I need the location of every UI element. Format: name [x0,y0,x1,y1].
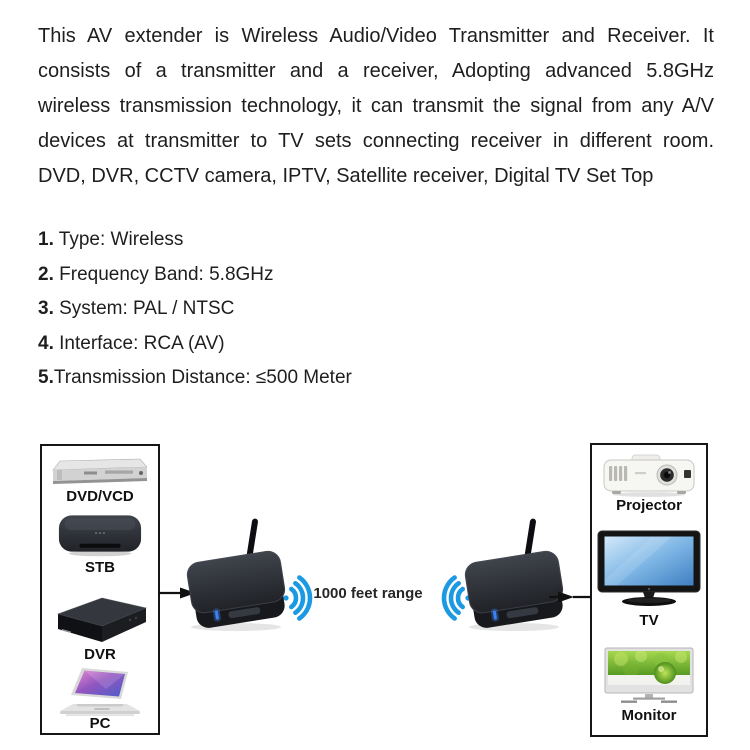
spec-item [38,258,352,293]
spec-text: Frequency Band: 5.8GHz [53,263,274,285]
transmitter-icon [182,514,294,634]
monitor-icon [603,647,695,705]
spec-item [38,327,352,362]
range-label: 1000 feet range [313,585,423,602]
stb-icon [56,511,144,557]
intro-line: devices at transmitter to TV sets connecting receiver in different room. [38,130,714,152]
spec-number: 1. [38,229,54,250]
device-label-dvr: DVR [84,646,116,663]
arrow-receiver-to-display-icon [549,588,594,606]
intro-line: wireless transmission technology, it can transmit the signal from any A/V [38,95,714,117]
intro-paragraph [38,19,714,194]
intro-line: This AV extender is Wireless Audio/Video Transmitter and Receiver. It [38,25,714,47]
output-devices-box [590,443,708,737]
spec-text: Interface: RCA (AV) [53,332,225,354]
spec-list [38,223,352,396]
device-label-dvd-vcd: DVD/VCD [66,488,134,505]
device-label-monitor: Monitor [621,707,677,724]
device-label-pc: PC [89,715,111,732]
device-label-stb: STB [85,559,115,576]
spec-item [38,361,352,396]
laptop-icon [58,667,142,717]
spec-text: Transmission Distance: ≤500 Meter [53,367,352,388]
spec-item [38,223,352,258]
dvd-player-icon [50,458,150,486]
spec-text: Type: Wireless [53,229,184,250]
spec-number: 2. [38,263,54,285]
spec-text: System: PAL / NTSC [53,298,235,319]
spec-number: 4. [38,332,54,354]
tv-icon [597,530,701,608]
intro-line: consists of a transmitter and a receiver, Adopting advanced 5.8GHz [38,60,714,82]
intro-line: DVD, DVR, CCTV camera, IPTV, Satellite receiver, Digital TV Set Top [38,165,654,187]
dvr-icon [50,588,150,644]
spec-number: 5. [38,367,54,388]
receiver-icon [460,514,572,634]
source-devices-box [40,444,160,735]
device-label-tv: TV [639,612,659,629]
device-label-projector: Projector [616,497,682,514]
spec-item [38,292,352,327]
projector-icon [599,453,699,497]
spec-number: 3. [38,298,54,319]
